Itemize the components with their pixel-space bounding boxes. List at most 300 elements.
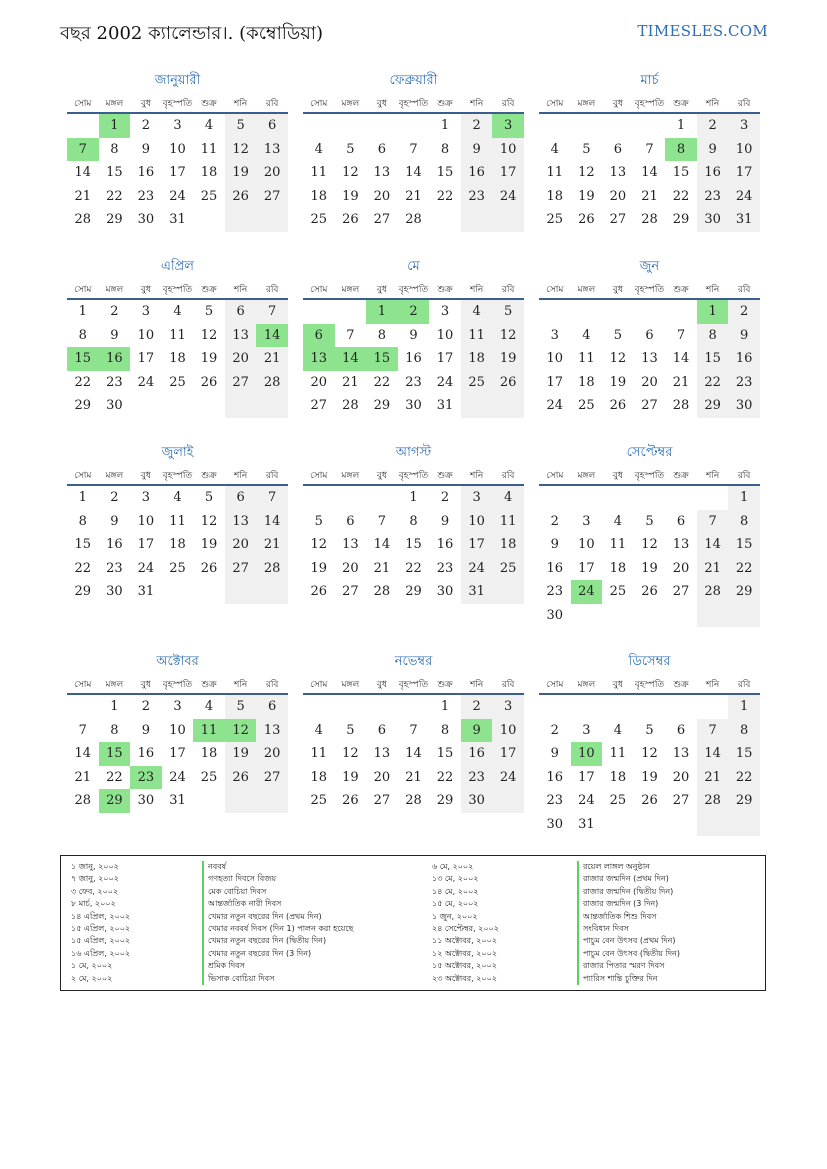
day-cell: 3	[492, 114, 524, 138]
day-cell: 21	[672, 374, 690, 390]
weekday-label: শুক্র	[673, 285, 689, 295]
day-cell: 24	[546, 398, 564, 413]
day-cell: 18	[310, 769, 328, 785]
day-cell: 1	[440, 699, 450, 714]
day-cell: 10	[169, 722, 186, 738]
holiday-date: ১৩ মে, ২০০২	[432, 874, 479, 884]
day-cell: 6	[676, 722, 686, 738]
day-cell: 9	[550, 537, 559, 552]
day-cell: 22	[74, 374, 92, 390]
month-block	[303, 72, 524, 232]
day-cell: 24	[571, 580, 603, 604]
empty-cell	[256, 394, 288, 418]
day-cell: 31	[169, 212, 186, 227]
week-row	[303, 371, 524, 395]
day-cell: 8	[728, 719, 760, 743]
day-cell: 23	[546, 584, 564, 599]
day-cell: 22	[405, 560, 422, 576]
month-name: আগস্ট	[395, 445, 432, 460]
day-cell: 20	[256, 161, 288, 185]
day-cell: 1	[366, 300, 398, 324]
week-row	[67, 114, 288, 138]
holiday-name: শ্রমিক দিবস	[202, 960, 353, 972]
week-rows	[303, 114, 524, 232]
week-rows	[67, 114, 288, 232]
day-cell: 13	[373, 746, 391, 761]
legend-names-left	[202, 861, 353, 985]
day-cell: 19	[578, 188, 595, 204]
day-cell: 17	[461, 533, 493, 557]
weekday-label: বৃহস্পতি	[398, 471, 429, 481]
day-cell: 7	[346, 327, 355, 343]
day-cell: 8	[78, 513, 87, 529]
day-cell: 2	[728, 300, 760, 324]
day-cell: 4	[314, 722, 323, 738]
week-row	[67, 185, 288, 209]
day-cell: 3	[582, 513, 591, 529]
weekday-label: শনি	[705, 99, 720, 109]
month-name: ফেব্রুয়ারী	[389, 73, 438, 88]
weekday-label: শনি	[469, 285, 484, 295]
holiday-name: নববর্ষ	[202, 861, 353, 873]
weekday-label: মঙ্গল	[341, 680, 360, 690]
day-cell: 22	[436, 188, 454, 204]
empty-cell	[539, 695, 571, 719]
weekday-label: সোম	[74, 99, 92, 109]
day-cell: 15	[728, 533, 760, 557]
weekday-header	[303, 96, 524, 112]
day-cell: 17	[436, 351, 454, 366]
day-cell: 25	[461, 371, 493, 395]
weekday-label: শনি	[705, 680, 720, 690]
week-row	[67, 324, 288, 348]
day-cell: 8	[440, 722, 450, 738]
day-cell: 9	[550, 746, 559, 761]
weekday-header	[303, 677, 524, 693]
day-cell: 27	[256, 185, 288, 209]
weekday-label: বৃহস্পতি	[398, 99, 429, 109]
day-cell: 3	[440, 304, 450, 319]
day-cell: 2	[141, 118, 151, 133]
day-cell: 18	[169, 537, 186, 552]
week-row	[303, 161, 524, 185]
day-cell: 20	[373, 769, 391, 785]
weekday-label: শনি	[233, 285, 248, 295]
day-cell: 16	[106, 537, 123, 552]
weekday-label: শনি	[469, 99, 484, 109]
week-row	[67, 394, 288, 418]
day-cell: 29	[373, 398, 391, 413]
day-cell: 4	[550, 141, 559, 157]
day-cell: 24	[578, 793, 595, 808]
week-row	[539, 580, 760, 604]
holiday-date: ১২ অক্টোবর, ২০০২	[432, 948, 497, 958]
day-cell: 14	[672, 351, 690, 366]
empty-cell	[303, 300, 335, 324]
weekday-label: বুধ	[376, 99, 387, 109]
day-cell: 2	[141, 699, 151, 714]
day-cell: 21	[74, 769, 92, 785]
empty-cell	[697, 813, 729, 837]
day-cell: 10	[461, 510, 493, 534]
week-row	[303, 766, 524, 790]
day-cell: 26	[641, 793, 658, 808]
holiday-name: রাজার পিতার স্মরণ দিবস	[577, 960, 680, 972]
day-cell: 31	[461, 580, 493, 604]
weekday-label: শুক্র	[201, 471, 217, 481]
holiday-name: আন্তর্জাতিক শিশু দিবস	[577, 911, 680, 923]
day-cell: 9	[141, 722, 151, 738]
day-cell: 12	[200, 513, 218, 529]
day-cell: 24	[137, 560, 155, 576]
day-cell: 4	[582, 327, 591, 343]
weekday-label: শুক্র	[201, 99, 217, 109]
holiday-date: ১ মে, ২০০২	[71, 961, 113, 971]
week-row	[67, 161, 288, 185]
day-cell: 7	[256, 300, 288, 324]
day-cell: 23	[405, 374, 422, 390]
day-cell: 29	[405, 584, 422, 599]
week-row	[67, 695, 288, 719]
week-row	[539, 324, 760, 348]
month-name: এপ্রিল	[161, 259, 194, 274]
holiday-date: ১ জানু, ২০০২	[71, 862, 119, 871]
day-cell: 9	[110, 327, 119, 343]
weekday-label: বুধ	[612, 680, 623, 690]
empty-cell	[634, 114, 666, 138]
empty-cell	[256, 208, 288, 232]
day-cell: 17	[137, 537, 155, 552]
week-row	[539, 371, 760, 395]
empty-cell	[728, 604, 760, 628]
holiday-date: ২৪ সেপ্টেম্বর, ২০০২	[432, 923, 499, 933]
empty-cell	[492, 789, 524, 813]
holiday-legend	[60, 855, 766, 991]
weekday-label: বৃহস্পতি	[398, 285, 429, 295]
day-cell: 25	[169, 560, 186, 576]
day-cell: 26	[641, 584, 658, 599]
day-cell: 4	[204, 699, 214, 714]
weekday-label: রবি	[501, 285, 515, 295]
weekday-label: সোম	[546, 680, 564, 690]
weekday-label: শুক্র	[437, 471, 453, 481]
empty-cell	[571, 114, 603, 138]
page-title: বছর 2002 ক্যালেন্ডার।. (কম্বোডিয়া)	[60, 23, 324, 44]
day-cell: 27	[256, 766, 288, 790]
day-cell: 2	[440, 490, 450, 505]
day-cell: 17	[546, 374, 564, 390]
month-name: নভেম্বর	[394, 654, 433, 669]
holiday-date: ১ জুন, ২০০২	[432, 911, 478, 921]
day-cell: 19	[310, 560, 328, 576]
weekday-label: বুধ	[140, 680, 151, 690]
week-row	[67, 533, 288, 557]
day-cell: 14	[74, 165, 92, 180]
week-row	[539, 394, 760, 418]
weekday-header	[67, 468, 288, 484]
day-cell: 30	[137, 793, 155, 808]
day-cell: 28	[373, 584, 391, 599]
weekday-label: শুক্র	[673, 471, 689, 481]
day-cell: 23	[436, 560, 454, 576]
empty-cell	[303, 114, 335, 138]
day-cell: 23	[106, 560, 123, 576]
weekday-header	[303, 468, 524, 484]
day-cell: 25	[310, 212, 328, 227]
empty-cell	[665, 813, 697, 837]
day-cell: 13	[609, 165, 627, 180]
day-cell: 10	[169, 141, 186, 157]
empty-cell	[539, 114, 571, 138]
holiday-date: ৮ মার্চ, ২০০২	[71, 899, 116, 909]
day-cell: 21	[697, 557, 729, 581]
empty-cell	[162, 580, 194, 604]
day-cell: 11	[310, 165, 328, 180]
day-cell: 11	[546, 165, 564, 180]
day-cell: 30	[405, 398, 422, 413]
day-cell: 22	[106, 188, 123, 204]
day-cell: 16	[436, 537, 454, 552]
week-row	[539, 161, 760, 185]
empty-cell	[602, 114, 634, 138]
day-cell: 19	[641, 769, 658, 785]
day-cell: 1	[728, 486, 760, 510]
month-name: সেপ্টেম্বর	[626, 445, 673, 460]
empty-cell	[602, 604, 634, 628]
day-cell: 1	[440, 118, 450, 133]
day-cell: 12	[225, 138, 257, 162]
day-cell: 13	[641, 351, 658, 366]
weekday-label: শুক্র	[437, 285, 453, 295]
day-cell: 23	[461, 766, 493, 790]
day-cell: 25	[200, 188, 218, 204]
day-cell: 20	[342, 560, 359, 576]
day-cell: 7	[67, 138, 99, 162]
day-cell: 22	[373, 374, 391, 390]
day-cell: 30	[106, 398, 123, 413]
day-cell: 17	[578, 560, 595, 576]
month-name: জুন	[639, 259, 660, 274]
day-cell: 26	[342, 212, 359, 227]
holiday-date: ১৫ এপ্রিল, ২০০২	[71, 923, 131, 933]
holiday-date: ১৫ এপ্রিল, ২০০২	[71, 936, 131, 946]
day-cell: 25	[578, 398, 595, 413]
day-cell: 5	[346, 141, 355, 157]
holiday-name: রয়েল লাঙ্গল অনুষ্ঠান	[577, 861, 680, 873]
day-cell: 1	[728, 695, 760, 719]
day-cell: 5	[225, 114, 257, 138]
weekday-label: মঙ্গল	[341, 285, 360, 295]
day-cell: 28	[672, 398, 690, 413]
day-cell: 16	[99, 347, 131, 371]
week-row	[539, 185, 760, 209]
week-row	[539, 604, 760, 628]
day-cell: 26	[225, 766, 257, 790]
day-cell: 19	[492, 347, 524, 371]
week-row	[303, 300, 524, 324]
week-row	[303, 208, 524, 232]
day-cell: 10	[137, 327, 155, 343]
month-block	[67, 444, 288, 604]
holiday-name: খেমার নতুন বছরের দিন (দ্বিতীয় দিন)	[202, 935, 353, 947]
day-cell: 22	[697, 371, 729, 395]
weekday-label: মঙ্গল	[577, 285, 596, 295]
day-cell: 2	[110, 490, 119, 505]
empty-cell	[634, 695, 666, 719]
day-cell: 8	[665, 138, 697, 162]
day-cell: 31	[169, 793, 186, 808]
day-cell: 6	[346, 513, 355, 529]
day-cell: 22	[728, 557, 760, 581]
day-cell: 1	[78, 490, 87, 505]
weekday-label: শনি	[233, 680, 248, 690]
week-row	[539, 766, 760, 790]
month-name: জুলাই	[161, 445, 194, 460]
day-cell: 3	[550, 327, 559, 343]
day-cell: 30	[436, 584, 454, 599]
day-cell: 12	[578, 165, 595, 180]
day-cell: 6	[377, 722, 387, 738]
day-cell: 29	[99, 789, 131, 813]
holiday-name: খেমার নতুন বছরের দিন (3 দিন)	[202, 948, 353, 960]
day-cell: 25	[310, 793, 328, 808]
weekday-label: শুক্র	[673, 99, 689, 109]
week-row	[539, 486, 760, 510]
day-cell: 27	[310, 398, 328, 413]
weekday-label: বুধ	[140, 471, 151, 481]
holiday-date: ৬ মে, ২০০২	[432, 862, 474, 871]
weekday-label: শনি	[469, 680, 484, 690]
day-cell: 10	[578, 537, 595, 552]
day-cell: 5	[314, 513, 323, 529]
week-row	[67, 580, 288, 604]
empty-cell	[193, 394, 225, 418]
day-cell: 28	[641, 212, 658, 227]
weekday-label: রবি	[737, 471, 751, 481]
empty-cell	[193, 208, 225, 232]
day-cell: 20	[225, 347, 257, 371]
day-cell: 11	[461, 324, 493, 348]
empty-cell	[697, 486, 729, 510]
day-cell: 30	[461, 789, 493, 813]
day-cell: 7	[78, 722, 87, 738]
week-row	[67, 510, 288, 534]
weekday-label: সোম	[74, 471, 92, 481]
day-cell: 1	[99, 114, 131, 138]
weekday-label: বুধ	[376, 680, 387, 690]
day-cell: 12	[342, 165, 359, 180]
week-row	[539, 789, 760, 813]
day-cell: 15	[67, 347, 99, 371]
weekday-label: বৃহস্পতি	[162, 680, 193, 690]
holiday-name: রাজার জন্মদিন (প্রথম দিন)	[577, 873, 680, 885]
empty-cell	[335, 114, 367, 138]
holiday-name: প্যারিস শান্তি চুক্তির দিন	[577, 973, 680, 985]
day-cell: 13	[342, 537, 359, 552]
day-cell: 19	[200, 351, 218, 366]
empty-cell	[634, 300, 666, 324]
holiday-name: পাচুম বেন উৎসব (দ্বিতীয় দিন)	[577, 948, 680, 960]
weekday-label: মঙ্গল	[105, 285, 124, 295]
week-row	[67, 789, 288, 813]
weekday-label: রবি	[501, 680, 515, 690]
week-rows	[303, 486, 524, 604]
day-cell: 13	[256, 138, 288, 162]
holiday-date: ১৬ এপ্রিল, ২০০২	[71, 948, 131, 958]
day-cell: 10	[492, 138, 524, 162]
day-cell: 27	[225, 371, 257, 395]
day-cell: 29	[106, 212, 123, 227]
weekday-label: শুক্র	[437, 680, 453, 690]
day-cell: 14	[256, 324, 288, 348]
day-cell: 6	[676, 513, 686, 529]
day-cell: 6	[645, 327, 654, 343]
day-cell: 23	[137, 188, 155, 204]
weekday-label: শনি	[233, 471, 248, 481]
day-cell: 3	[492, 695, 524, 719]
week-rows	[303, 695, 524, 813]
week-row	[67, 300, 288, 324]
day-cell: 31	[436, 398, 454, 413]
weekday-label: রবি	[501, 99, 515, 109]
empty-cell	[256, 580, 288, 604]
day-cell: 15	[436, 746, 454, 761]
day-cell: 4	[613, 722, 623, 738]
day-cell: 6	[225, 486, 257, 510]
day-cell: 15	[74, 537, 92, 552]
empty-cell	[225, 580, 257, 604]
day-cell: 5	[645, 513, 654, 529]
day-cell: 18	[461, 347, 493, 371]
day-cell: 22	[672, 188, 690, 204]
day-cell: 9	[440, 513, 450, 529]
day-cell: 3	[173, 118, 182, 133]
day-cell: 5	[204, 490, 214, 505]
day-cell: 24	[169, 188, 186, 204]
holiday-name: খেমার নববর্ষ দিবস (দিন 1) পালন করা হয়েছে	[202, 923, 353, 935]
weekday-label: মঙ্গল	[577, 680, 596, 690]
holiday-date: ১৫ মে, ২০০২	[432, 899, 479, 909]
day-cell: 3	[582, 722, 591, 738]
day-cell: 15	[405, 537, 422, 552]
day-cell: 29	[436, 793, 454, 808]
day-cell: 13	[373, 165, 391, 180]
day-cell: 19	[225, 161, 257, 185]
empty-cell	[303, 695, 335, 719]
empty-cell	[539, 486, 571, 510]
weekday-label: শনি	[705, 471, 720, 481]
empty-cell	[492, 580, 524, 604]
weekday-label: মঙ্গল	[105, 99, 124, 109]
day-cell: 28	[256, 557, 288, 581]
day-cell: 25	[546, 212, 564, 227]
day-cell: 8	[440, 141, 450, 157]
empty-cell	[492, 394, 524, 418]
site-name: TIMESLES.COM	[637, 22, 768, 40]
week-rows	[67, 486, 288, 604]
weekday-label: সোম	[74, 680, 92, 690]
week-row	[303, 394, 524, 418]
empty-cell	[539, 300, 571, 324]
week-row	[67, 371, 288, 395]
day-cell: 30	[546, 607, 564, 623]
day-cell: 17	[492, 742, 524, 766]
day-cell: 14	[697, 742, 729, 766]
day-cell: 26	[609, 398, 627, 413]
weekday-label: শনি	[233, 99, 248, 109]
week-row	[539, 557, 760, 581]
empty-cell	[366, 486, 398, 510]
